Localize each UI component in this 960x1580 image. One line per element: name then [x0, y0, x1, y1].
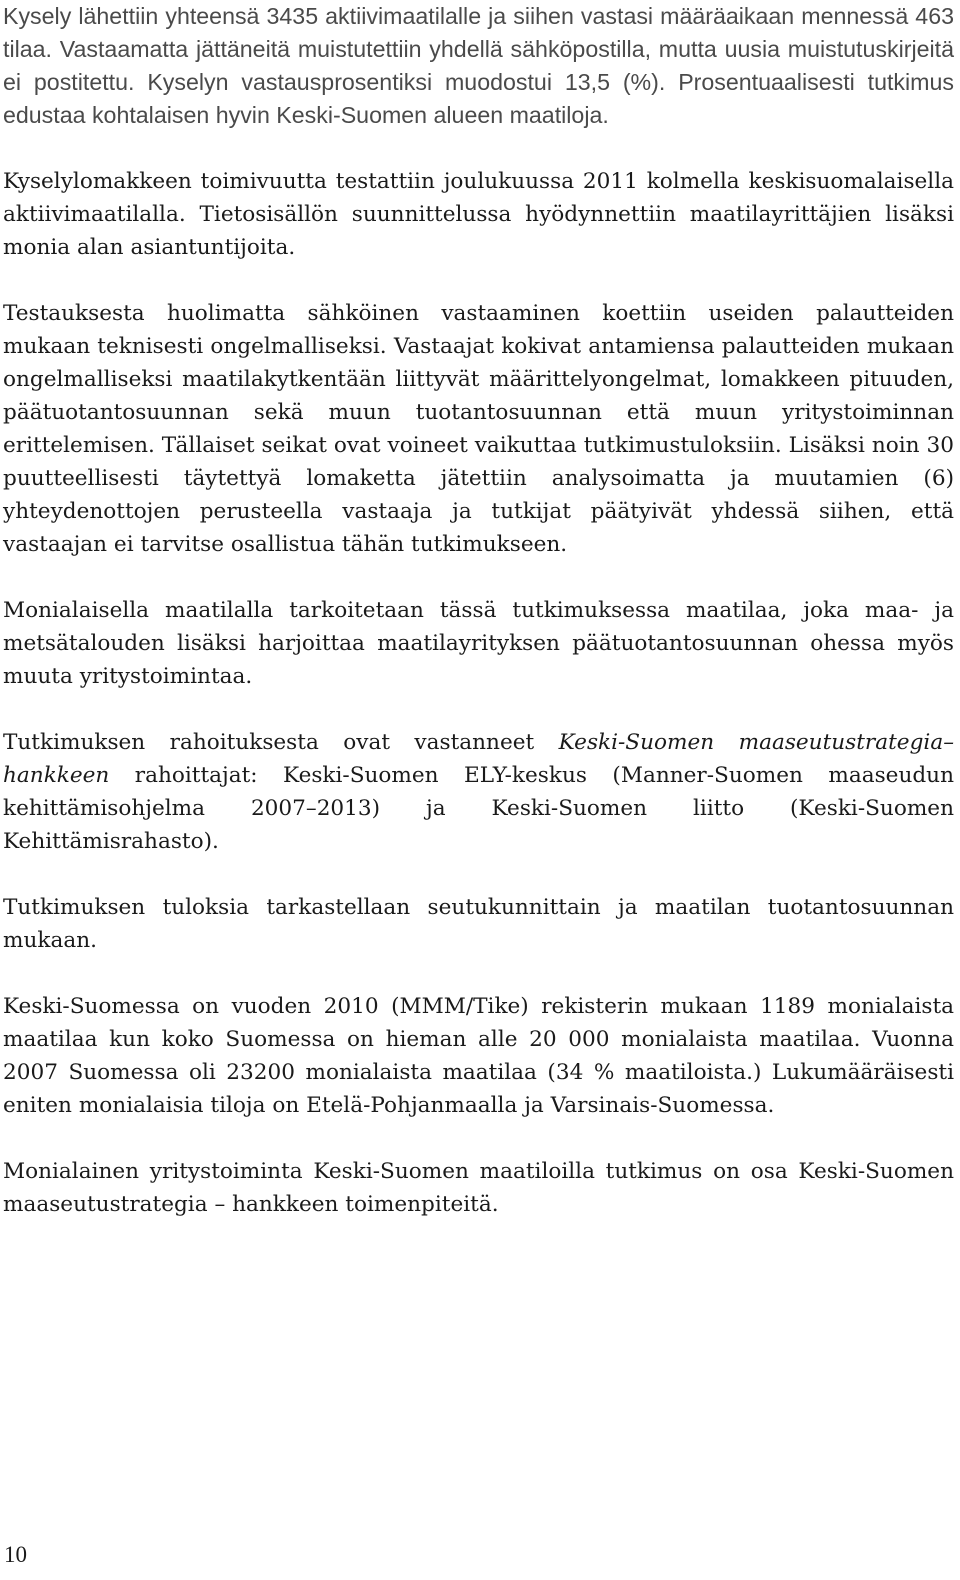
paragraph-results-review: Tutkimuksen tuloksia tarkastellaan seutukunnittain ja maatilan tuotantosuunnan mukaan. — [3, 895, 954, 953]
paragraph-funding-part2: rahoittajat: Keski-Suomen ELY-keskus (Manner-Suomen maaseudun kehittämisohjelma 2007–2013) ja Keski-Suomen liitto (Keski-Suomen Kehittämisrahasto). — [3, 763, 954, 854]
project-name-italic: Keski-Suomen maaseutustrategia–hankkeen — [3, 730, 954, 788]
page-number: 10 — [4, 1542, 27, 1567]
paragraph-form-testing — [3, 165, 954, 264]
paragraph-survey-response: Kysely lähettiin yhteensä 3435 aktiivimaatilalle ja siihen vastasi määräaikaan mennessä 463 tilaa. Vastaamatta jättäneitä muistutettiin yhdellä sähköpostilla, mutta uusia muistutuskirjeitä ei postitettu. Kyselyn vastausprosentiksi muodostui 13,5 (%). Prosentuaalisesti tutkimus edustaa kohtalaisen hyvin Keski-Suomen alueen maatiloja. — [3, 3, 954, 128]
paragraph-technical-issues — [3, 297, 954, 561]
paragraph-statistics: Keski-Suomessa on vuoden 2010 (MMM/Tike) rekisterin mukaan 1189 monialaista maatilaa kun koko Suomessa on hieman alle 20 000 monialaista maatilaa. Vuonna 2007 Suomessa oli 23200 monialaista maatilaa (34 % maatiloista.) Lukumääräisesti eniten monialaisia tiloja on Etelä-Pohjanmaalla ja Varsinais-Suomessa. — [3, 994, 954, 1118]
paragraph-form-testing-part1: Kyselylomakkeen toimivuutta testattiin joulukuussa 2011 kolmella keskisuomalaisella aktiivimaatilalla. — [3, 169, 954, 227]
paragraph-project-part: Monialainen yritystoiminta Keski-Suomen maatiloilla tutkimus on osa Keski-Suomen maaseutustrategia – hankkeen toimenpiteitä. — [3, 1159, 954, 1217]
paragraph-definition: Monialaisella maatilalla tarkoitetaan tässä tutkimuksessa maatilaa, joka maa- ja metsätalouden lisäksi harjoittaa maatilayrityksen päätuotantosuunnan ohessa myös muuta yritystoimintaa. — [3, 598, 954, 689]
paragraph-technical-issues-part2: Vastaajat kokivat antamiensa palautteiden mukaan ongelmalliseksi maatilakytkentään liittyvät määrittelyongelmat, lomakkeen pituuden, päätuotantosuunnan sekä muun tuotantosuunnan että muun yritystoiminnan erittelemisen. Tällaiset seikat ovat voineet vaikuttaa tutkimustuloksiin. Lisäksi noin 30 puutteellisesti täytettyä lomaketta jätettiin analysoimatta ja muutamien (6) yhteydenottojen perusteella vastaaja ja tutkijat päätyivät yhdessä siihen, että vastaajan ei tarvitse osallistua tähän tutkimukseen. — [3, 334, 954, 557]
paragraph-funding — [3, 726, 954, 858]
paragraph-form-testing-part2: Tietosisällön suunnittelussa hyödynnettiin maatilayrittäjien lisäksi monia alan asiantuntijoita. — [3, 202, 954, 260]
paragraph-technical-issues-part1: Testauksesta huolimatta sähköinen vastaaminen koettiin useiden palautteiden mukaan teknisesti ongelmalliseksi. — [3, 301, 954, 359]
paragraph-funding-part1: Tutkimuksen rahoituksesta ovat vastanneet — [3, 730, 559, 755]
